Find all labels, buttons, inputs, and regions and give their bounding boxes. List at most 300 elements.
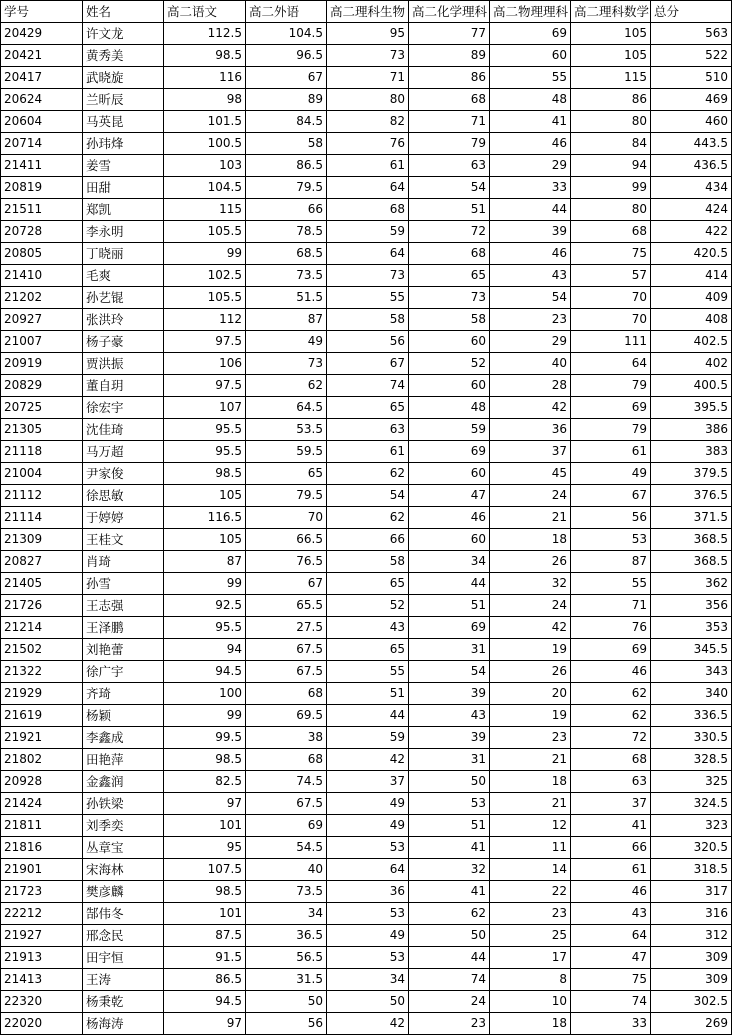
- total-cell[interactable]: 343: [651, 661, 732, 683]
- physics-cell[interactable]: 26: [490, 661, 571, 683]
- total-cell[interactable]: 434: [651, 177, 732, 199]
- name-cell[interactable]: 王涛: [83, 969, 164, 991]
- total-cell[interactable]: 269: [651, 1013, 732, 1035]
- biology-cell[interactable]: 76: [327, 133, 409, 155]
- math-cell[interactable]: 67: [571, 485, 651, 507]
- total-cell[interactable]: 469: [651, 89, 732, 111]
- chinese-cell[interactable]: 99: [164, 243, 246, 265]
- biology-cell[interactable]: 52: [327, 595, 409, 617]
- total-cell[interactable]: 312: [651, 925, 732, 947]
- physics-cell[interactable]: 36: [490, 419, 571, 441]
- math-cell[interactable]: 72: [571, 727, 651, 749]
- student-id-cell[interactable]: 21816: [1, 837, 83, 859]
- biology-cell[interactable]: 51: [327, 683, 409, 705]
- biology-cell[interactable]: 36: [327, 881, 409, 903]
- foreign-language-cell[interactable]: 70: [246, 507, 327, 529]
- math-cell[interactable]: 46: [571, 661, 651, 683]
- biology-cell[interactable]: 53: [327, 903, 409, 925]
- math-cell[interactable]: 63: [571, 771, 651, 793]
- biology-cell[interactable]: 64: [327, 859, 409, 881]
- foreign-language-cell[interactable]: 34: [246, 903, 327, 925]
- foreign-language-cell[interactable]: 68: [246, 749, 327, 771]
- total-cell[interactable]: 368.5: [651, 551, 732, 573]
- name-cell[interactable]: 武晓旋: [83, 67, 164, 89]
- chemistry-cell[interactable]: 23: [409, 1013, 490, 1035]
- name-cell[interactable]: 于婷婷: [83, 507, 164, 529]
- foreign-language-cell[interactable]: 68.5: [246, 243, 327, 265]
- name-cell[interactable]: 黄秀美: [83, 45, 164, 67]
- student-id-cell[interactable]: 22320: [1, 991, 83, 1013]
- student-id-cell[interactable]: 21118: [1, 441, 83, 463]
- student-id-cell[interactable]: 21322: [1, 661, 83, 683]
- student-id-cell[interactable]: 21619: [1, 705, 83, 727]
- math-cell[interactable]: 33: [571, 1013, 651, 1035]
- student-id-cell[interactable]: 21305: [1, 419, 83, 441]
- total-cell[interactable]: 424: [651, 199, 732, 221]
- name-cell[interactable]: 田艳萍: [83, 749, 164, 771]
- student-id-cell[interactable]: 21114: [1, 507, 83, 529]
- chemistry-cell[interactable]: 58: [409, 309, 490, 331]
- chemistry-cell[interactable]: 54: [409, 177, 490, 199]
- student-id-cell[interactable]: 20919: [1, 353, 83, 375]
- total-cell[interactable]: 422: [651, 221, 732, 243]
- name-cell[interactable]: 马英昆: [83, 111, 164, 133]
- student-id-cell[interactable]: 21901: [1, 859, 83, 881]
- physics-cell[interactable]: 21: [490, 507, 571, 529]
- biology-cell[interactable]: 44: [327, 705, 409, 727]
- chemistry-cell[interactable]: 79: [409, 133, 490, 155]
- math-cell[interactable]: 61: [571, 859, 651, 881]
- chemistry-cell[interactable]: 60: [409, 529, 490, 551]
- physics-cell[interactable]: 29: [490, 331, 571, 353]
- physics-cell[interactable]: 20: [490, 683, 571, 705]
- math-cell[interactable]: 80: [571, 199, 651, 221]
- math-cell[interactable]: 62: [571, 683, 651, 705]
- physics-cell[interactable]: 37: [490, 441, 571, 463]
- biology-cell[interactable]: 49: [327, 815, 409, 837]
- chinese-cell[interactable]: 97.5: [164, 375, 246, 397]
- chemistry-cell[interactable]: 65: [409, 265, 490, 287]
- chemistry-cell[interactable]: 41: [409, 837, 490, 859]
- total-cell[interactable]: 402.5: [651, 331, 732, 353]
- name-cell[interactable]: 孙铁梁: [83, 793, 164, 815]
- student-id-cell[interactable]: 20805: [1, 243, 83, 265]
- name-cell[interactable]: 贾洪振: [83, 353, 164, 375]
- chinese-cell[interactable]: 100.5: [164, 133, 246, 155]
- student-id-cell[interactable]: 21309: [1, 529, 83, 551]
- physics-cell[interactable]: 10: [490, 991, 571, 1013]
- name-cell[interactable]: 徐广宇: [83, 661, 164, 683]
- math-cell[interactable]: 94: [571, 155, 651, 177]
- student-id-cell[interactable]: 21921: [1, 727, 83, 749]
- student-id-cell[interactable]: 20604: [1, 111, 83, 133]
- math-cell[interactable]: 74: [571, 991, 651, 1013]
- total-cell[interactable]: 316: [651, 903, 732, 925]
- math-cell[interactable]: 68: [571, 749, 651, 771]
- chemistry-cell[interactable]: 50: [409, 771, 490, 793]
- chemistry-cell[interactable]: 41: [409, 881, 490, 903]
- total-cell[interactable]: 345.5: [651, 639, 732, 661]
- chemistry-cell[interactable]: 69: [409, 441, 490, 463]
- total-cell[interactable]: 371.5: [651, 507, 732, 529]
- physics-cell[interactable]: 43: [490, 265, 571, 287]
- total-cell[interactable]: 309: [651, 969, 732, 991]
- total-cell[interactable]: 324.5: [651, 793, 732, 815]
- chinese-cell[interactable]: 97.5: [164, 331, 246, 353]
- name-cell[interactable]: 孙雪: [83, 573, 164, 595]
- student-id-cell[interactable]: 21405: [1, 573, 83, 595]
- foreign-language-cell[interactable]: 78.5: [246, 221, 327, 243]
- chemistry-cell[interactable]: 53: [409, 793, 490, 815]
- chinese-cell[interactable]: 105.5: [164, 221, 246, 243]
- student-id-cell[interactable]: 20421: [1, 45, 83, 67]
- chinese-cell[interactable]: 103: [164, 155, 246, 177]
- total-cell[interactable]: 402: [651, 353, 732, 375]
- math-cell[interactable]: 66: [571, 837, 651, 859]
- total-cell[interactable]: 408: [651, 309, 732, 331]
- name-cell[interactable]: 郜伟冬: [83, 903, 164, 925]
- physics-cell[interactable]: 24: [490, 595, 571, 617]
- name-cell[interactable]: 宋海林: [83, 859, 164, 881]
- chinese-cell[interactable]: 102.5: [164, 265, 246, 287]
- biology-cell[interactable]: 42: [327, 1013, 409, 1035]
- foreign-language-cell[interactable]: 69: [246, 815, 327, 837]
- math-cell[interactable]: 75: [571, 969, 651, 991]
- name-cell[interactable]: 王泽鹏: [83, 617, 164, 639]
- foreign-language-cell[interactable]: 49: [246, 331, 327, 353]
- physics-cell[interactable]: 32: [490, 573, 571, 595]
- chemistry-cell[interactable]: 51: [409, 199, 490, 221]
- total-cell[interactable]: 522: [651, 45, 732, 67]
- name-cell[interactable]: 齐琦: [83, 683, 164, 705]
- name-cell[interactable]: 樊彦麟: [83, 881, 164, 903]
- foreign-language-cell[interactable]: 56: [246, 1013, 327, 1035]
- chemistry-cell[interactable]: 51: [409, 815, 490, 837]
- biology-cell[interactable]: 73: [327, 45, 409, 67]
- student-id-cell[interactable]: 20725: [1, 397, 83, 419]
- student-id-cell[interactable]: 21913: [1, 947, 83, 969]
- name-cell[interactable]: 王桂文: [83, 529, 164, 551]
- foreign-language-cell[interactable]: 67: [246, 67, 327, 89]
- chinese-cell[interactable]: 116.5: [164, 507, 246, 529]
- chemistry-cell[interactable]: 24: [409, 991, 490, 1013]
- physics-cell[interactable]: 39: [490, 221, 571, 243]
- total-cell[interactable]: 460: [651, 111, 732, 133]
- physics-cell[interactable]: 12: [490, 815, 571, 837]
- math-cell[interactable]: 37: [571, 793, 651, 815]
- chemistry-cell[interactable]: 63: [409, 155, 490, 177]
- chemistry-cell[interactable]: 39: [409, 727, 490, 749]
- chinese-cell[interactable]: 97: [164, 1013, 246, 1035]
- chemistry-cell[interactable]: 74: [409, 969, 490, 991]
- foreign-language-cell[interactable]: 74.5: [246, 771, 327, 793]
- biology-cell[interactable]: 64: [327, 243, 409, 265]
- student-id-cell[interactable]: 21413: [1, 969, 83, 991]
- math-cell[interactable]: 69: [571, 639, 651, 661]
- chinese-cell[interactable]: 87: [164, 551, 246, 573]
- total-cell[interactable]: 409: [651, 287, 732, 309]
- chinese-cell[interactable]: 105: [164, 485, 246, 507]
- chinese-cell[interactable]: 94: [164, 639, 246, 661]
- math-cell[interactable]: 84: [571, 133, 651, 155]
- student-id-cell[interactable]: 21723: [1, 881, 83, 903]
- chinese-cell[interactable]: 94.5: [164, 991, 246, 1013]
- name-cell[interactable]: 董自玥: [83, 375, 164, 397]
- chemistry-cell[interactable]: 43: [409, 705, 490, 727]
- physics-cell[interactable]: 8: [490, 969, 571, 991]
- total-cell[interactable]: 368.5: [651, 529, 732, 551]
- foreign-language-cell[interactable]: 67.5: [246, 793, 327, 815]
- name-cell[interactable]: 许文龙: [83, 23, 164, 45]
- biology-cell[interactable]: 49: [327, 925, 409, 947]
- chinese-cell[interactable]: 95.5: [164, 617, 246, 639]
- math-cell[interactable]: 55: [571, 573, 651, 595]
- name-cell[interactable]: 李鑫成: [83, 727, 164, 749]
- foreign-language-cell[interactable]: 69.5: [246, 705, 327, 727]
- math-cell[interactable]: 99: [571, 177, 651, 199]
- chemistry-cell[interactable]: 60: [409, 331, 490, 353]
- chinese-cell[interactable]: 112: [164, 309, 246, 331]
- physics-cell[interactable]: 46: [490, 133, 571, 155]
- math-cell[interactable]: 47: [571, 947, 651, 969]
- math-cell[interactable]: 56: [571, 507, 651, 529]
- chemistry-cell[interactable]: 86: [409, 67, 490, 89]
- header-total[interactable]: 总分: [651, 1, 732, 23]
- total-cell[interactable]: 340: [651, 683, 732, 705]
- physics-cell[interactable]: 26: [490, 551, 571, 573]
- foreign-language-cell[interactable]: 73.5: [246, 881, 327, 903]
- physics-cell[interactable]: 19: [490, 705, 571, 727]
- total-cell[interactable]: 414: [651, 265, 732, 287]
- math-cell[interactable]: 64: [571, 353, 651, 375]
- chinese-cell[interactable]: 100: [164, 683, 246, 705]
- foreign-language-cell[interactable]: 40: [246, 859, 327, 881]
- chemistry-cell[interactable]: 31: [409, 749, 490, 771]
- physics-cell[interactable]: 23: [490, 903, 571, 925]
- foreign-language-cell[interactable]: 66.5: [246, 529, 327, 551]
- student-id-cell[interactable]: 22212: [1, 903, 83, 925]
- biology-cell[interactable]: 73: [327, 265, 409, 287]
- total-cell[interactable]: 336.5: [651, 705, 732, 727]
- total-cell[interactable]: 386: [651, 419, 732, 441]
- chinese-cell[interactable]: 86.5: [164, 969, 246, 991]
- name-cell[interactable]: 尹家俊: [83, 463, 164, 485]
- total-cell[interactable]: 563: [651, 23, 732, 45]
- name-cell[interactable]: 肖琦: [83, 551, 164, 573]
- physics-cell[interactable]: 41: [490, 111, 571, 133]
- name-cell[interactable]: 沈佳琦: [83, 419, 164, 441]
- math-cell[interactable]: 64: [571, 925, 651, 947]
- chemistry-cell[interactable]: 44: [409, 947, 490, 969]
- biology-cell[interactable]: 56: [327, 331, 409, 353]
- physics-cell[interactable]: 42: [490, 397, 571, 419]
- student-id-cell[interactable]: 21007: [1, 331, 83, 353]
- math-cell[interactable]: 41: [571, 815, 651, 837]
- biology-cell[interactable]: 66: [327, 529, 409, 551]
- physics-cell[interactable]: 23: [490, 727, 571, 749]
- physics-cell[interactable]: 48: [490, 89, 571, 111]
- biology-cell[interactable]: 65: [327, 639, 409, 661]
- biology-cell[interactable]: 58: [327, 551, 409, 573]
- chemistry-cell[interactable]: 51: [409, 595, 490, 617]
- name-cell[interactable]: 孙玮烽: [83, 133, 164, 155]
- math-cell[interactable]: 69: [571, 397, 651, 419]
- student-id-cell[interactable]: 21424: [1, 793, 83, 815]
- student-id-cell[interactable]: 20417: [1, 67, 83, 89]
- chinese-cell[interactable]: 99: [164, 573, 246, 595]
- physics-cell[interactable]: 18: [490, 771, 571, 793]
- chinese-cell[interactable]: 105: [164, 529, 246, 551]
- foreign-language-cell[interactable]: 38: [246, 727, 327, 749]
- chemistry-cell[interactable]: 72: [409, 221, 490, 243]
- header-student-id[interactable]: 学号: [1, 1, 83, 23]
- foreign-language-cell[interactable]: 104.5: [246, 23, 327, 45]
- foreign-language-cell[interactable]: 50: [246, 991, 327, 1013]
- name-cell[interactable]: 郑凯: [83, 199, 164, 221]
- chemistry-cell[interactable]: 46: [409, 507, 490, 529]
- student-id-cell[interactable]: 21802: [1, 749, 83, 771]
- chinese-cell[interactable]: 82.5: [164, 771, 246, 793]
- student-id-cell[interactable]: 20714: [1, 133, 83, 155]
- physics-cell[interactable]: 33: [490, 177, 571, 199]
- foreign-language-cell[interactable]: 54.5: [246, 837, 327, 859]
- total-cell[interactable]: 328.5: [651, 749, 732, 771]
- biology-cell[interactable]: 62: [327, 463, 409, 485]
- student-id-cell[interactable]: 21004: [1, 463, 83, 485]
- chinese-cell[interactable]: 91.5: [164, 947, 246, 969]
- name-cell[interactable]: 毛爽: [83, 265, 164, 287]
- total-cell[interactable]: 400.5: [651, 375, 732, 397]
- physics-cell[interactable]: 60: [490, 45, 571, 67]
- biology-cell[interactable]: 74: [327, 375, 409, 397]
- name-cell[interactable]: 李永明: [83, 221, 164, 243]
- header-name[interactable]: 姓名: [83, 1, 164, 23]
- chinese-cell[interactable]: 105.5: [164, 287, 246, 309]
- student-id-cell[interactable]: 22020: [1, 1013, 83, 1035]
- chemistry-cell[interactable]: 73: [409, 287, 490, 309]
- biology-cell[interactable]: 61: [327, 155, 409, 177]
- chemistry-cell[interactable]: 89: [409, 45, 490, 67]
- chinese-cell[interactable]: 98.5: [164, 45, 246, 67]
- foreign-language-cell[interactable]: 51.5: [246, 287, 327, 309]
- math-cell[interactable]: 105: [571, 23, 651, 45]
- chinese-cell[interactable]: 98.5: [164, 749, 246, 771]
- foreign-language-cell[interactable]: 67.5: [246, 639, 327, 661]
- chinese-cell[interactable]: 98: [164, 89, 246, 111]
- physics-cell[interactable]: 22: [490, 881, 571, 903]
- total-cell[interactable]: 443.5: [651, 133, 732, 155]
- chemistry-cell[interactable]: 59: [409, 419, 490, 441]
- chemistry-cell[interactable]: 50: [409, 925, 490, 947]
- chinese-cell[interactable]: 116: [164, 67, 246, 89]
- foreign-language-cell[interactable]: 67: [246, 573, 327, 595]
- foreign-language-cell[interactable]: 56.5: [246, 947, 327, 969]
- chinese-cell[interactable]: 94.5: [164, 661, 246, 683]
- name-cell[interactable]: 徐思敏: [83, 485, 164, 507]
- chinese-cell[interactable]: 101: [164, 903, 246, 925]
- biology-cell[interactable]: 37: [327, 771, 409, 793]
- biology-cell[interactable]: 71: [327, 67, 409, 89]
- student-id-cell[interactable]: 20819: [1, 177, 83, 199]
- foreign-language-cell[interactable]: 64.5: [246, 397, 327, 419]
- physics-cell[interactable]: 14: [490, 859, 571, 881]
- chinese-cell[interactable]: 95: [164, 837, 246, 859]
- student-id-cell[interactable]: 21502: [1, 639, 83, 661]
- math-cell[interactable]: 46: [571, 881, 651, 903]
- total-cell[interactable]: 309: [651, 947, 732, 969]
- student-id-cell[interactable]: 21811: [1, 815, 83, 837]
- physics-cell[interactable]: 23: [490, 309, 571, 331]
- chinese-cell[interactable]: 107.5: [164, 859, 246, 881]
- chemistry-cell[interactable]: 52: [409, 353, 490, 375]
- foreign-language-cell[interactable]: 79.5: [246, 485, 327, 507]
- total-cell[interactable]: 376.5: [651, 485, 732, 507]
- foreign-language-cell[interactable]: 62: [246, 375, 327, 397]
- name-cell[interactable]: 邢念民: [83, 925, 164, 947]
- student-id-cell[interactable]: 20624: [1, 89, 83, 111]
- biology-cell[interactable]: 63: [327, 419, 409, 441]
- physics-cell[interactable]: 18: [490, 529, 571, 551]
- student-id-cell[interactable]: 20829: [1, 375, 83, 397]
- total-cell[interactable]: 330.5: [651, 727, 732, 749]
- total-cell[interactable]: 323: [651, 815, 732, 837]
- total-cell[interactable]: 420.5: [651, 243, 732, 265]
- foreign-language-cell[interactable]: 86.5: [246, 155, 327, 177]
- total-cell[interactable]: 379.5: [651, 463, 732, 485]
- name-cell[interactable]: 徐宏宇: [83, 397, 164, 419]
- student-id-cell[interactable]: 21511: [1, 199, 83, 221]
- biology-cell[interactable]: 42: [327, 749, 409, 771]
- total-cell[interactable]: 320.5: [651, 837, 732, 859]
- foreign-language-cell[interactable]: 27.5: [246, 617, 327, 639]
- name-cell[interactable]: 刘季奕: [83, 815, 164, 837]
- foreign-language-cell[interactable]: 68: [246, 683, 327, 705]
- physics-cell[interactable]: 11: [490, 837, 571, 859]
- name-cell[interactable]: 姜雪: [83, 155, 164, 177]
- foreign-language-cell[interactable]: 58: [246, 133, 327, 155]
- physics-cell[interactable]: 54: [490, 287, 571, 309]
- total-cell[interactable]: 436.5: [651, 155, 732, 177]
- math-cell[interactable]: 61: [571, 441, 651, 463]
- total-cell[interactable]: 383: [651, 441, 732, 463]
- biology-cell[interactable]: 49: [327, 793, 409, 815]
- chemistry-cell[interactable]: 44: [409, 573, 490, 595]
- chinese-cell[interactable]: 97: [164, 793, 246, 815]
- student-id-cell[interactable]: 21411: [1, 155, 83, 177]
- chinese-cell[interactable]: 98.5: [164, 463, 246, 485]
- name-cell[interactable]: 金鑫润: [83, 771, 164, 793]
- physics-cell[interactable]: 21: [490, 749, 571, 771]
- math-cell[interactable]: 86: [571, 89, 651, 111]
- chemistry-cell[interactable]: 62: [409, 903, 490, 925]
- total-cell[interactable]: 353: [651, 617, 732, 639]
- chinese-cell[interactable]: 95.5: [164, 441, 246, 463]
- foreign-language-cell[interactable]: 66: [246, 199, 327, 221]
- physics-cell[interactable]: 46: [490, 243, 571, 265]
- foreign-language-cell[interactable]: 67.5: [246, 661, 327, 683]
- total-cell[interactable]: 318.5: [651, 859, 732, 881]
- name-cell[interactable]: 刘艳蕾: [83, 639, 164, 661]
- total-cell[interactable]: 302.5: [651, 991, 732, 1013]
- math-cell[interactable]: 68: [571, 221, 651, 243]
- chemistry-cell[interactable]: 60: [409, 375, 490, 397]
- chinese-cell[interactable]: 112.5: [164, 23, 246, 45]
- math-cell[interactable]: 87: [571, 551, 651, 573]
- chemistry-cell[interactable]: 34: [409, 551, 490, 573]
- biology-cell[interactable]: 34: [327, 969, 409, 991]
- student-id-cell[interactable]: 21112: [1, 485, 83, 507]
- student-id-cell[interactable]: 21726: [1, 595, 83, 617]
